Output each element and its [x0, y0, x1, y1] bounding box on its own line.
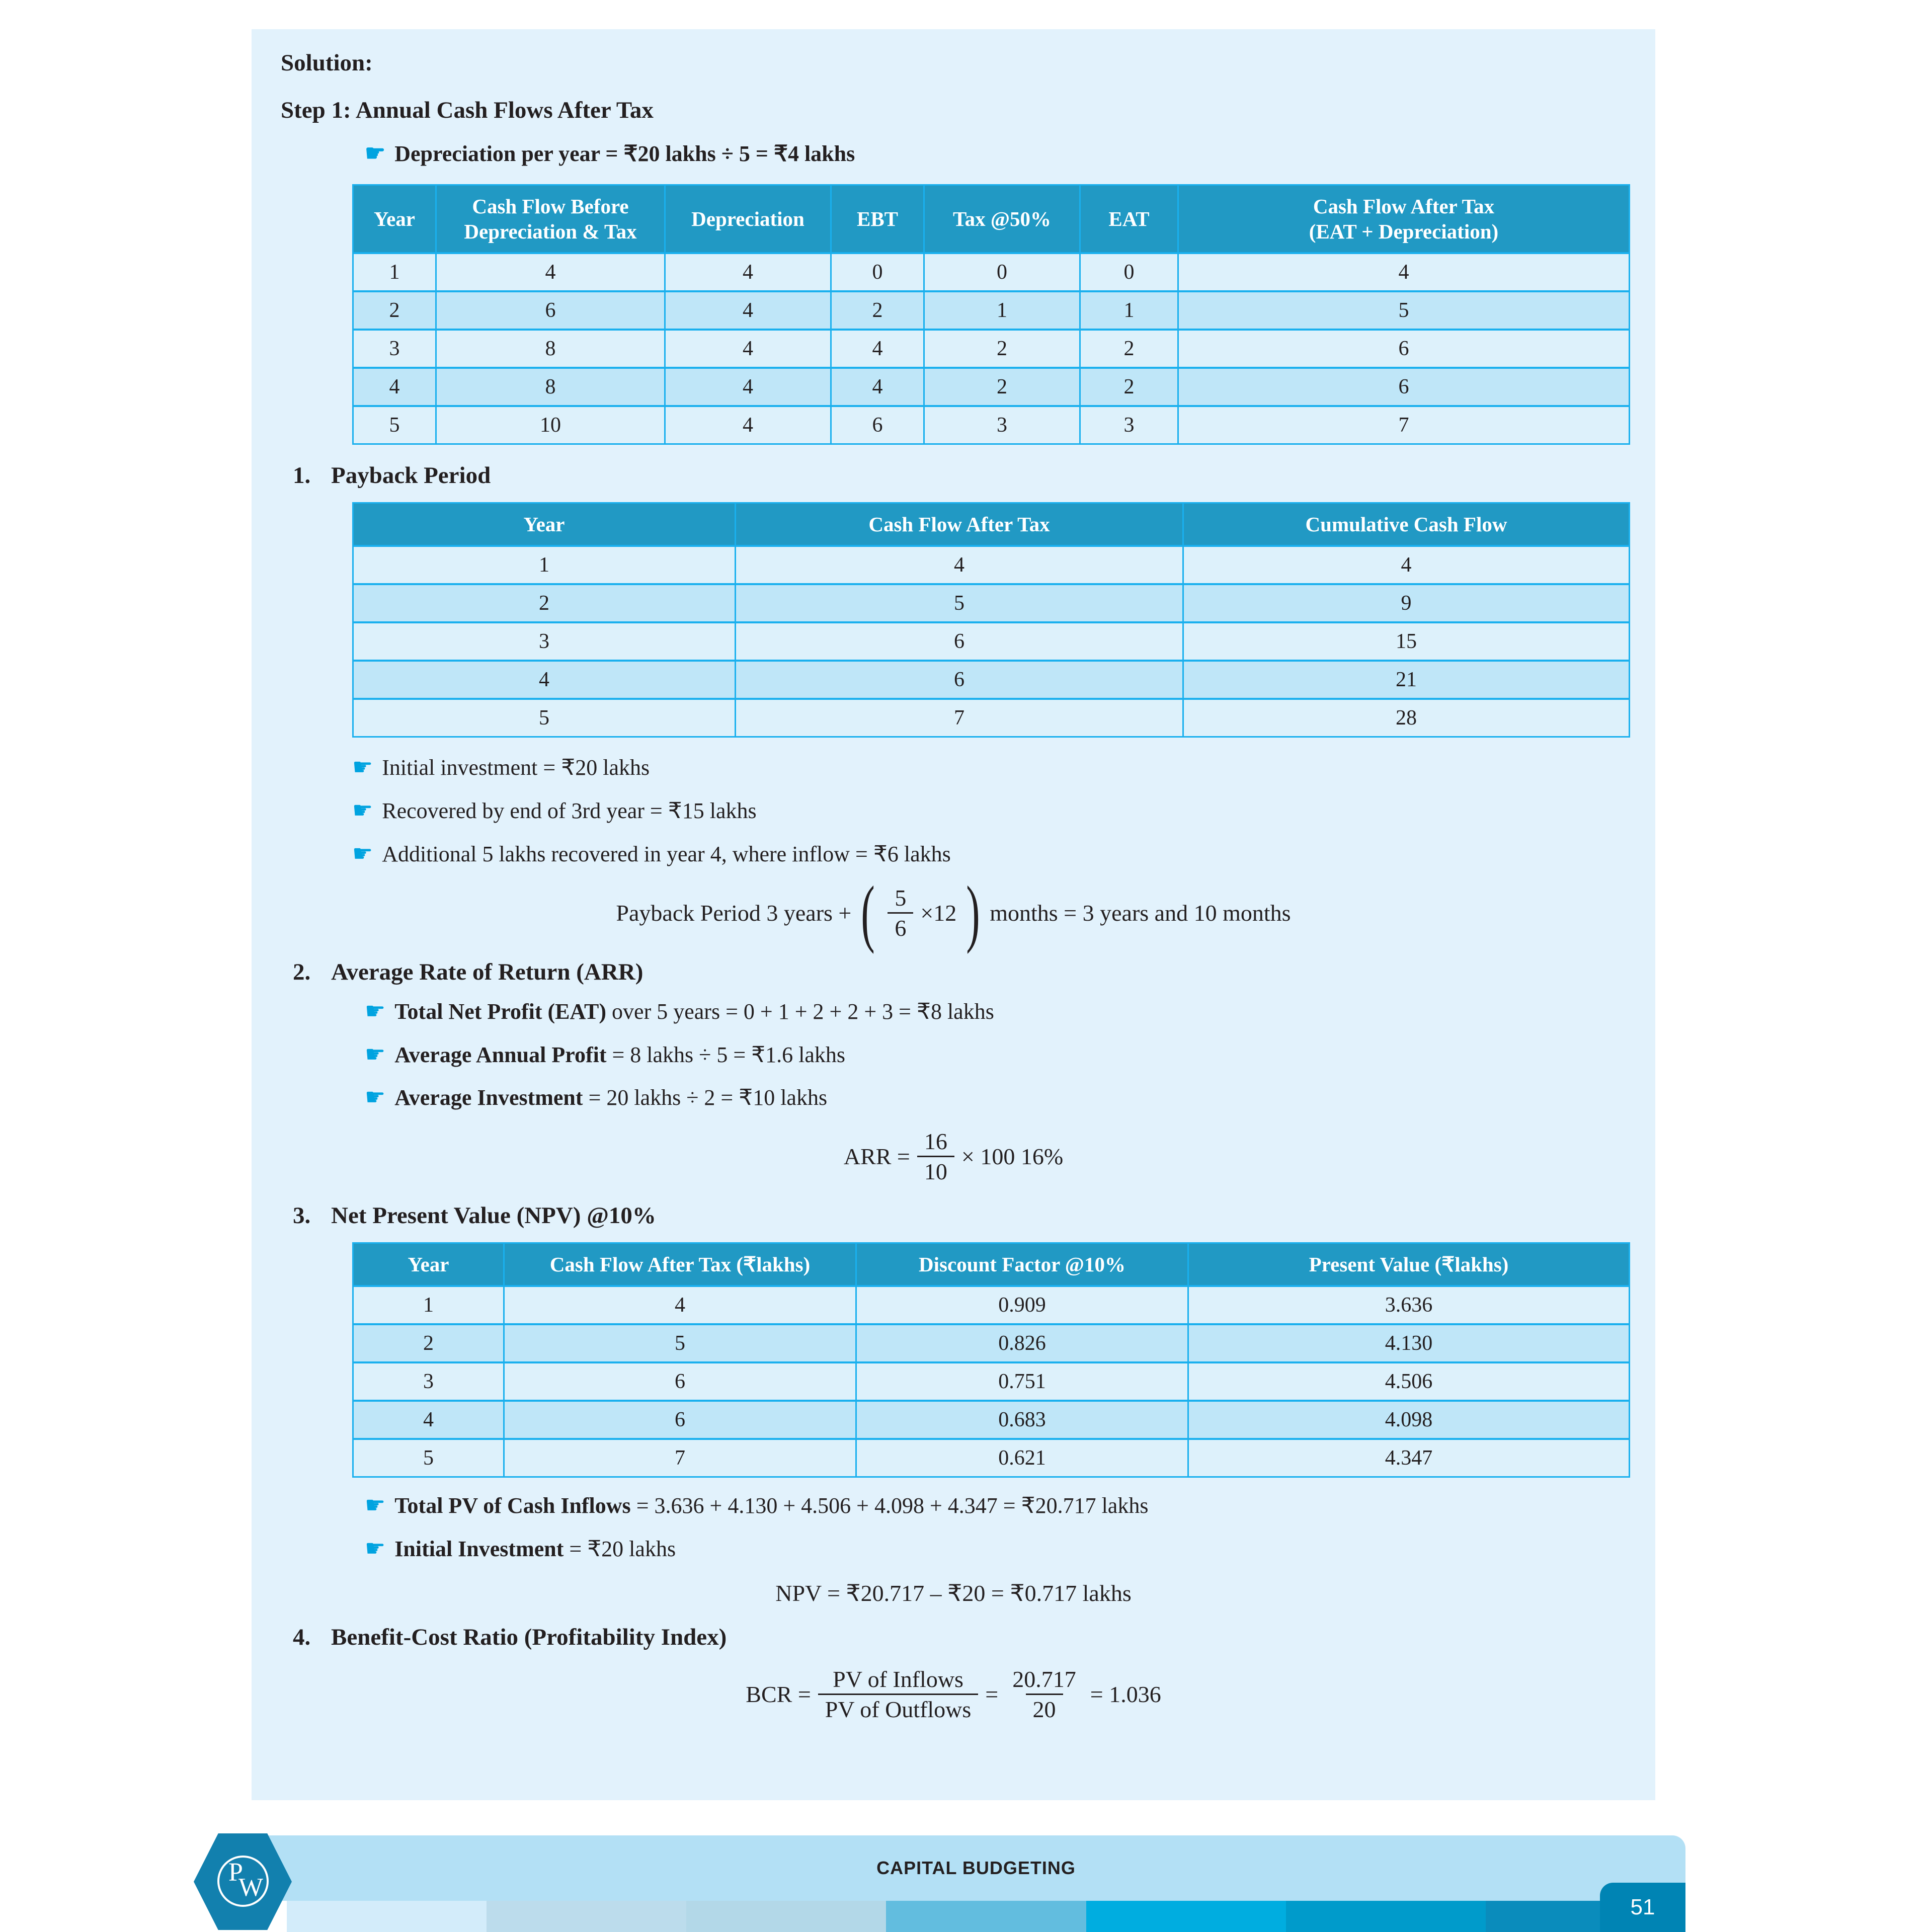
cell: 10 [437, 405, 666, 443]
payback-period-formula [272, 871, 1635, 955]
th-discount-factor: Discount Factor @10% [857, 1244, 1189, 1285]
stripe-band [1086, 1901, 1286, 1932]
cell: 0 [1081, 252, 1179, 290]
payback-bullet-1 [352, 755, 1635, 781]
stripe-band [686, 1901, 886, 1932]
th-depreciation: Depreciation [666, 186, 832, 252]
section-heading-payback [293, 462, 1635, 489]
cell: 6 [832, 405, 925, 443]
cell: 5 [354, 698, 736, 736]
cell: 4 [1184, 545, 1629, 583]
cell: 2 [1081, 329, 1179, 367]
cell: 6 [505, 1400, 857, 1438]
table-row [354, 329, 1629, 367]
cell: 0.909 [857, 1285, 1189, 1323]
arr-bullet-2 [365, 1042, 1635, 1068]
table-header-row [354, 504, 1629, 545]
fraction-20717-20 [1005, 1666, 1083, 1723]
pointing-hand-icon: ☛ [365, 998, 386, 1024]
cell: 4 [437, 252, 666, 290]
formula-prefix: ARR = [843, 1144, 910, 1170]
section-heading-bcr [293, 1624, 1635, 1651]
cell: 4 [1179, 252, 1629, 290]
stripe-band [1286, 1901, 1486, 1932]
cell: 7 [505, 1438, 857, 1476]
table-row [354, 621, 1629, 660]
cell: 1 [1081, 290, 1179, 329]
cell: 0.621 [857, 1438, 1189, 1476]
numerator: PV of Inflows [833, 1666, 963, 1693]
logo-letters [217, 1856, 269, 1907]
cell: 5 [354, 1438, 505, 1476]
cell: 2 [925, 367, 1081, 405]
footer-color-stripe [287, 1901, 1685, 1932]
section-title: Benefit-Cost Ratio (Profitability Index) [331, 1624, 727, 1651]
page-footer [179, 1831, 1688, 1932]
cell: 9 [1184, 583, 1629, 621]
bullet-label: Average Annual Profit [394, 1042, 607, 1067]
fraction-inflows-outflows [818, 1666, 979, 1723]
section-title: Average Rate of Return (ARR) [331, 958, 643, 985]
npv-bullet-2 [365, 1536, 1635, 1562]
bullet-label: Initial Investment [394, 1537, 564, 1562]
npv-result-formula [272, 1579, 1635, 1606]
cell: 7 [736, 698, 1184, 736]
cell: 2 [354, 1323, 505, 1361]
cell: 0.826 [857, 1323, 1189, 1361]
cell: 8 [437, 367, 666, 405]
footer-chapter-title: CAPITAL BUDGETING [876, 1858, 1076, 1878]
npv-result-text: NPV = ₹20.717 – ₹20 = ₹0.717 lakhs [775, 1580, 1132, 1606]
step1-heading: Step 1: Annual Cash Flows After Tax [281, 97, 654, 123]
pointing-hand-icon: ☛ [352, 754, 373, 780]
cell: 4.347 [1189, 1438, 1629, 1476]
th-year: Year [354, 1244, 505, 1285]
pointing-hand-icon: ☛ [365, 1084, 386, 1110]
cell: 5 [736, 583, 1184, 621]
bullet-value: = 8 lakhs ÷ 5 = ₹1.6 lakhs [606, 1042, 846, 1067]
bullet-text: Initial investment = ₹20 lakhs [382, 755, 650, 780]
payback-period-table [352, 502, 1630, 738]
cell: 4 [354, 367, 437, 405]
logo-letter-w: W [238, 1873, 264, 1902]
fraction-16-10 [917, 1128, 954, 1185]
cell: 1 [354, 545, 736, 583]
bullet-value: = 3.636 + 4.130 + 4.506 + 4.098 + 4.347 = ₹20.717 lakhs [630, 1493, 1149, 1518]
th-present-value: Present Value (₹lakhs) [1189, 1244, 1629, 1285]
table-row [354, 1323, 1629, 1361]
cell: 6 [736, 660, 1184, 698]
bullet-value: = 20 lakhs ÷ 2 = ₹10 lakhs [583, 1085, 828, 1110]
formula-suffix: months = 3 years and 10 months [990, 900, 1291, 926]
content-panel [252, 29, 1655, 1800]
bullet-text [394, 1085, 827, 1111]
cell: 3 [1081, 405, 1179, 443]
arr-bullet-1 [365, 999, 1635, 1025]
th-cashflow-before: Cash Flow Before Depreciation & Tax [437, 186, 666, 252]
bullet-value: = ₹20 lakhs [564, 1537, 676, 1562]
arr-bullet-3 [365, 1085, 1635, 1111]
cell: 2 [354, 290, 437, 329]
cell: 4 [666, 252, 832, 290]
cell: 2 [832, 290, 925, 329]
table-row [354, 1438, 1629, 1476]
cell: 4.130 [1189, 1323, 1629, 1361]
pointing-hand-icon: ☛ [365, 1536, 386, 1562]
cell: 0.683 [857, 1400, 1189, 1438]
table-row [354, 405, 1629, 443]
cell: 4 [832, 329, 925, 367]
table-row [354, 290, 1629, 329]
cell: 6 [437, 290, 666, 329]
bullet-label: Total PV of Cash Inflows [394, 1493, 631, 1518]
page-title: Solution: [281, 50, 373, 76]
table-header-row [354, 1244, 1629, 1285]
numerator: 16 [924, 1129, 947, 1155]
depreciation-text: Depreciation per year = ₹20 lakhs ÷ 5 = ₹4 lakhs [394, 141, 855, 166]
cell: 4.098 [1189, 1400, 1629, 1438]
stripe-band [886, 1901, 1086, 1932]
arr-formula [272, 1128, 1635, 1185]
cell: 5 [1179, 290, 1629, 329]
cell: 4 [736, 545, 1184, 583]
cell: 2 [925, 329, 1081, 367]
th-ebt: EBT [832, 186, 925, 252]
annual-cash-flows-table [352, 184, 1630, 445]
th-cashflow-after: Cash Flow After Tax (EAT + Depreciation) [1179, 186, 1629, 252]
bcr-result: = 1.036 [1090, 1681, 1161, 1708]
cell: 15 [1184, 621, 1629, 660]
cell: 0 [925, 252, 1081, 290]
bcr-formula [272, 1666, 1635, 1723]
cell: 1 [354, 1285, 505, 1323]
table-header-row [354, 186, 1629, 252]
numerator: 20.717 [1012, 1666, 1076, 1693]
denominator: 10 [917, 1156, 954, 1185]
table-row [354, 583, 1629, 621]
npv-bullet-1 [365, 1493, 1635, 1519]
pointing-hand-icon: ☛ [365, 1041, 386, 1067]
depreciation-bullet [365, 141, 1635, 167]
th-year: Year [354, 186, 437, 252]
th-cumulative: Cumulative Cash Flow [1184, 504, 1629, 545]
stripe-band [487, 1901, 686, 1932]
th-eat: EAT [1081, 186, 1179, 252]
section-heading-arr [293, 958, 1635, 986]
cell: 1 [354, 252, 437, 290]
cell: 4 [354, 660, 736, 698]
pointing-hand-icon: ☛ [352, 797, 373, 823]
bullet-text [394, 1042, 845, 1068]
pointing-hand-icon: ☛ [365, 1492, 386, 1518]
payback-bullet-2 [352, 798, 1635, 824]
cell: 7 [1179, 405, 1629, 443]
table-row [354, 1285, 1629, 1323]
cell: 4 [666, 405, 832, 443]
formula-prefix: Payback Period 3 years + [616, 900, 852, 926]
cell: 2 [354, 583, 736, 621]
close-paren: ) [966, 871, 980, 955]
payback-bullet-3 [352, 841, 1635, 867]
cell: 4 [505, 1285, 857, 1323]
cell: 3.636 [1189, 1285, 1629, 1323]
numerator: 5 [895, 884, 907, 911]
cell: 4 [666, 367, 832, 405]
th-cashflow-after-tax: Cash Flow After Tax (₹lakhs) [505, 1244, 857, 1285]
table-row [354, 660, 1629, 698]
cell: 3 [354, 1361, 505, 1400]
cell: 6 [1179, 367, 1629, 405]
cell: 8 [437, 329, 666, 367]
section-heading-npv [293, 1202, 1635, 1229]
cell: 4 [354, 1400, 505, 1438]
section-number: 3. [293, 1202, 311, 1229]
cell: 0.751 [857, 1361, 1189, 1400]
cell: 3 [925, 405, 1081, 443]
open-paren: ( [861, 871, 875, 955]
formula-suffix: × 100 16% [961, 1144, 1064, 1170]
bullet-label: Average Investment [394, 1085, 583, 1110]
cell: 5 [505, 1323, 857, 1361]
pointing-hand-icon: ☛ [365, 140, 386, 166]
cell: 3 [354, 329, 437, 367]
fraction-5-6 [888, 884, 913, 941]
denominator: 6 [888, 912, 913, 941]
cell: 6 [736, 621, 1184, 660]
bullet-text: Recovered by end of 3rd year = ₹15 lakhs [382, 798, 757, 823]
formula-prefix: BCR = [746, 1681, 811, 1708]
table-row [354, 1361, 1629, 1400]
cell: 4.506 [1189, 1361, 1629, 1400]
page-number: 51 [1600, 1883, 1685, 1932]
table-row [354, 698, 1629, 736]
cell: 4 [666, 290, 832, 329]
table-row [354, 1400, 1629, 1438]
bullet-value: over 5 years = 0 + 1 + 2 + 2 + 3 = ₹8 lakhs [606, 999, 994, 1024]
th-year: Year [354, 504, 736, 545]
equals-sign: = [985, 1681, 999, 1708]
cell: 21 [1184, 660, 1629, 698]
cell: 5 [354, 405, 437, 443]
denominator: 20 [1026, 1694, 1063, 1723]
logo-letter-p: P [228, 1858, 243, 1887]
denominator: PV of Outflows [818, 1694, 979, 1723]
cell: 6 [505, 1361, 857, 1400]
section-title: Payback Period [331, 462, 491, 489]
cell: 1 [925, 290, 1081, 329]
th-tax: Tax @50% [925, 186, 1081, 252]
section-number: 1. [293, 462, 311, 489]
bullet-text: Additional 5 lakhs recovered in year 4, where inflow = ₹6 lakhs [382, 841, 951, 866]
bullet-text [394, 1493, 1148, 1519]
bullet-label: Total Net Profit (EAT) [394, 999, 607, 1024]
pointing-hand-icon: ☛ [352, 840, 373, 866]
cell: 28 [1184, 698, 1629, 736]
section-title: Net Present Value (NPV) @10% [331, 1202, 656, 1229]
cell: 4 [666, 329, 832, 367]
cell: 2 [1081, 367, 1179, 405]
section-number: 2. [293, 958, 311, 985]
cell: 6 [1179, 329, 1629, 367]
formula-multiplier: ×12 [920, 900, 957, 926]
cell: 3 [354, 621, 736, 660]
cell: 4 [832, 367, 925, 405]
th-cashflow-after-tax: Cash Flow After Tax [736, 504, 1184, 545]
table-row [354, 367, 1629, 405]
stripe-band [287, 1901, 487, 1932]
bullet-text [394, 999, 994, 1025]
table-row [354, 252, 1629, 290]
table-row [354, 545, 1629, 583]
cell: 0 [832, 252, 925, 290]
npv-table [352, 1242, 1630, 1478]
bullet-text [394, 1536, 676, 1562]
pw-logo [194, 1831, 292, 1932]
section-number: 4. [293, 1624, 311, 1651]
